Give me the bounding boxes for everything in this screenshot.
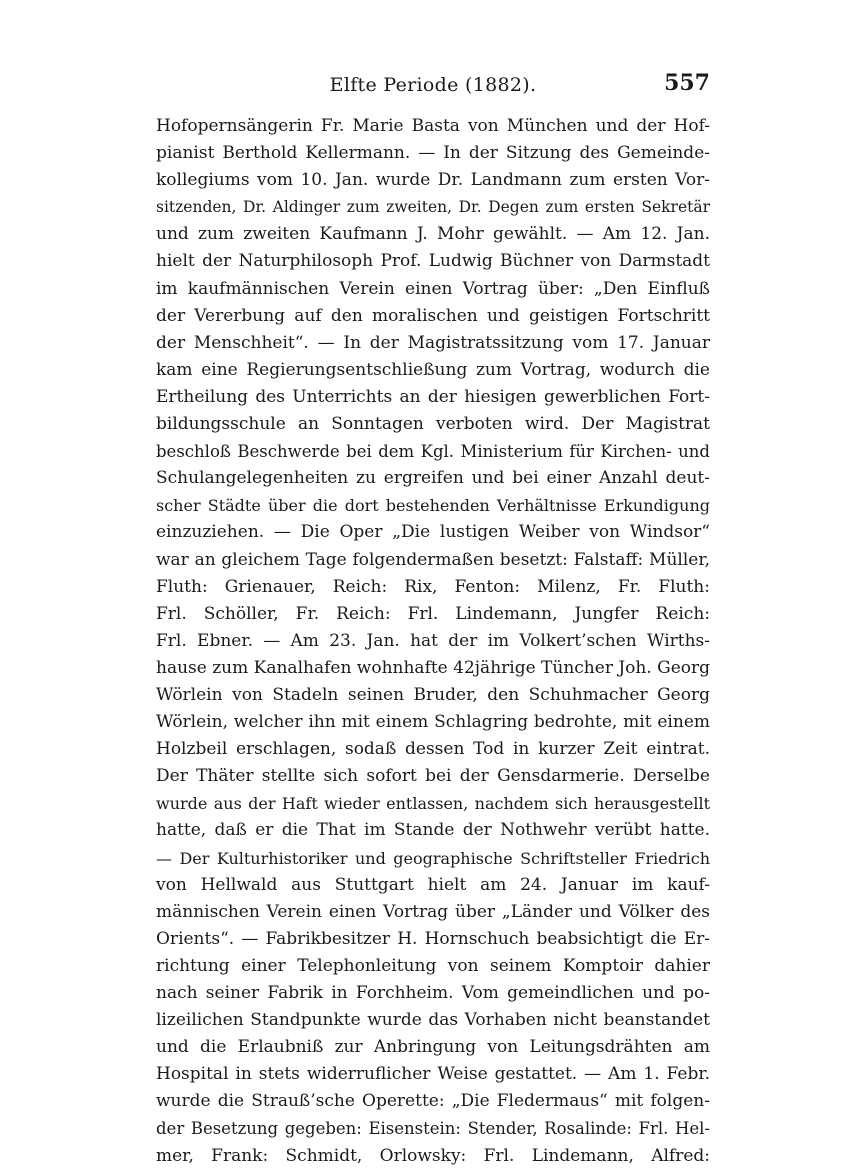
text-line: der Menschheit“. — In der Magistratssitzung vom 17. Januar	[156, 332, 710, 353]
text-line: lizeilichen Standpunkte wurde das Vorhaben nicht beanstandet	[156, 1010, 710, 1031]
text-line: Fluth: Grienauer, Reich: Rix, Fenton: Milenz, Fr. Fluth:	[156, 576, 710, 597]
text-line: wurde aus der Haft wieder entlassen, nachdem sich herausgestellt	[156, 794, 710, 814]
text-line: war an gleichem Tage folgendermaßen besetzt: Falstaff: Müller,	[156, 549, 710, 570]
text-line: der Besetzung gegeben: Eisenstein: Stender, Rosalinde: Frl. Hel-	[156, 1119, 710, 1139]
text-line: sitzenden, Dr. Aldinger zum zweiten, Dr. Degen zum ersten Sekretär	[156, 198, 710, 217]
text-line: Frl. Schöller, Fr. Reich: Frl. Lindemann, Jungfer Reich:	[156, 603, 710, 624]
text-line: richtung einer Telephonleitung von seinem Komptoir dahier	[156, 955, 710, 976]
text-line: Wörlein, welcher ihn mit einem Schlagring bedrohte, mit einem	[156, 712, 710, 733]
text-line: Wörlein von Stadeln seinen Bruder, den Schuhmacher Georg	[156, 684, 710, 705]
text-line: — Der Kulturhistoriker und geographische Schriftsteller Friedrich	[156, 848, 710, 868]
text-line: Frl. Ebner. — Am 23. Jan. hat der im Volkert’schen Wirths-	[156, 630, 710, 651]
running-title: Elfte Periode (1882).	[329, 74, 537, 96]
text-line: hatte, daß er die That im Stande der Nothwehr verübt hatte.	[156, 820, 710, 841]
text-line: kollegiums vom 10. Jan. wurde Dr. Landmann zum ersten Vor-	[156, 170, 710, 191]
text-line: und zum zweiten Kaufmann J. Mohr gewählt. — Am 12. Jan.	[156, 224, 710, 245]
page-number: 557	[664, 70, 710, 96]
text-line: einzuziehen. — Die Oper „Die lustigen Weiber von Windsor“	[156, 522, 710, 543]
text-line: pianist Berthold Kellermann. — In der Sitzung des Gemeinde-	[156, 143, 710, 164]
text-line: kam eine Regierungsentschließung zum Vortrag, wodurch die	[156, 359, 710, 380]
text-line: der Vererbung auf den moralischen und geistigen Fortschritt	[156, 305, 710, 326]
text-line: Hofopernsängerin Fr. Marie Basta von München und der Hof-	[156, 116, 710, 136]
text-line: bildungsschule an Sonntagen verboten wird. Der Magistrat	[156, 414, 710, 435]
text-line: Orients“. — Fabrikbesitzer H. Hornschuch beabsichtigt die Er-	[156, 928, 710, 949]
text-line: und die Erlaubniß zur Anbringung von Leitungsdrähten am	[156, 1037, 710, 1058]
text-line: männischen Verein einen Vortrag über „Länder und Völker des	[156, 901, 710, 922]
text-line: Holzbeil erschlagen, sodaß dessen Tod in kurzer Zeit eintrat.	[156, 739, 710, 760]
text-line: Hospital in stets widerruflicher Weise gestattet. — Am 1. Febr.	[156, 1064, 710, 1085]
text-line: von Hellwald aus Stuttgart hielt am 24. Januar im kauf-	[156, 874, 710, 895]
text-line: hielt der Naturphilosoph Prof. Ludwig Büchner von Darmstadt	[156, 251, 710, 272]
text-line: Der Thäter stellte sich sofort bei der Gensdarmerie. Derselbe	[156, 766, 710, 787]
text-line: beschloß Beschwerde bei dem Kgl. Ministerium für Kirchen- und	[156, 442, 710, 462]
body-text	[156, 113, 710, 1170]
text-line: hause zum Kanalhafen wohnhafte 42jährige Tüncher Joh. Georg	[156, 657, 710, 678]
text-line: Schulangelegenheiten zu ergreifen und bei einer Anzahl deut-	[156, 468, 710, 489]
text-line: wurde die Strauß’sche Operette: „Die Fledermaus“ mit folgen-	[156, 1091, 710, 1112]
text-line: im kaufmännischen Verein einen Vortrag über: „Den Einfluß	[156, 278, 710, 299]
text-line: mer, Frank: Schmidt, Orlowsky: Frl. Lindemann, Alfred:	[156, 1145, 710, 1166]
text-line: scher Städte über die dort bestehenden Verhältnisse Erkundigung	[156, 496, 710, 516]
text-line: Ertheilung des Unterrichts an der hiesigen gewerblichen Fort-	[156, 386, 710, 407]
running-header	[156, 70, 710, 104]
text-line: nach seiner Fabrik in Forchheim. Vom gemeindlichen und po-	[156, 983, 710, 1003]
